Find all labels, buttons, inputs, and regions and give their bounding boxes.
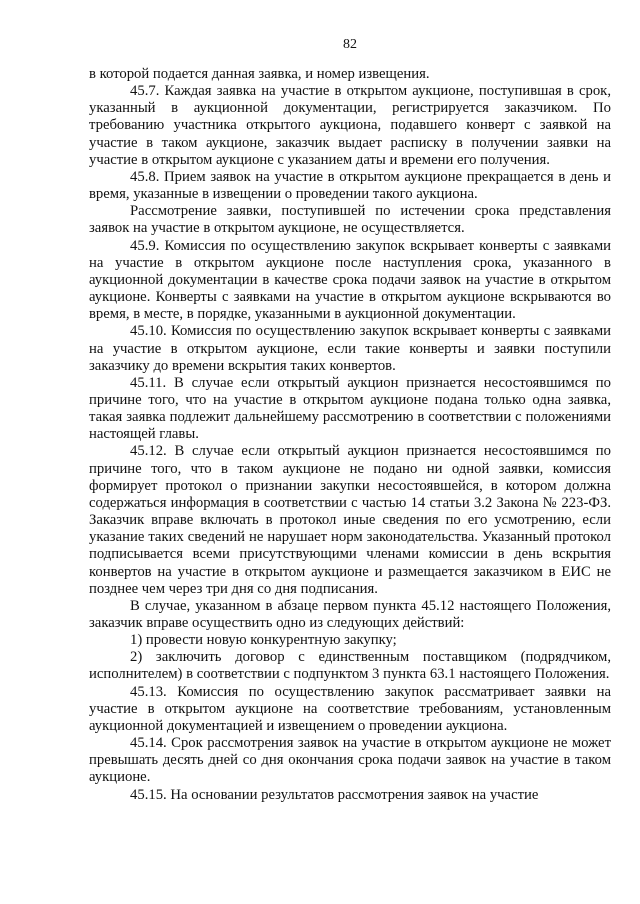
document-body — [89, 66, 611, 804]
paragraph: Рассмотрение заявки, поступившей по истечении срока представления заявок на участие в открытом аукционе, не осуществляется. — [89, 203, 611, 237]
paragraph: 45.7. Каждая заявка на участие в открытом аукционе, поступившая в срок, указанный в аукционной документации, регистрируется заказчиком. По требованию участника открытого аукциона, подавшего конверт с заявкой на участие в таком аукционе, заказчик выдает расписку в получении заявки на участие в открытом аукционе с указанием даты и времени его получения. — [89, 83, 611, 168]
paragraph: 45.15. На основании результатов рассмотрения заявок на участие — [130, 786, 539, 803]
paragraph: 45.12. В случае если открытый аукцион признается несостоявшимся по причине того, что в таком аукционе не подано ни одной заявки, комиссия формирует протокол о признании закупки несостоявшейся, в котором должна содержаться информация в соответствии с частью 14 статьи 3.2 Закона № 223-ФЗ. Заказчик вправе включать в протокол иные сведения по его усмотрению, если указание таких сведений не нарушает норм законодательства. Указанный протокол подписывается всеми присутствующими членами комиссии в день вскрытия конвертов на участие в открытом аукционе и размещается заказчиком в ЕИС не позднее чем через три дня со дня подписания. — [89, 443, 611, 597]
document-page — [89, 0, 611, 904]
paragraph: 45.9. Комиссия по осуществлению закупок вскрывает конверты с заявками на участие в открытом аукционе после наступления срока, указанного в аукционной документации в качестве срока подачи заявок на участие в открытом аукционе. Конверты с заявками на участие в открытом аукционе вскрываются во время, в месте, в порядке, указанными в аукционной документации. — [89, 237, 611, 323]
paragraph: 45.11. В случае если открытый аукцион признается несостоявшимся по причине того, что на участие в открытом аукционе подана только одна заявка, такая заявка подлежит дальнейшему рассмотрению в соответствии с положениями настоящей главы. — [89, 374, 611, 443]
paragraph: 45.8. Прием заявок на участие в открытом аукционе прекращается в день и время, указанные в извещении о проведении такого аукциона. — [89, 168, 611, 203]
paragraph: 45.13. Комиссия по осуществлению закупок рассматривает заявки на участие в открытом аукционе на соответствие требованиям, установленным аукционной документацией и извещением о проведении аукциона. — [89, 683, 611, 734]
paragraph: в которой подается данная заявка, и номер извещения. — [89, 66, 430, 82]
page-number: 82 — [343, 37, 357, 52]
paragraph: 45.14. Срок рассмотрения заявок на участие в открытом аукционе не может превышать десять дней со дня окончания срока подачи заявок на участие в таком аукционе. — [89, 735, 611, 786]
paragraph: 45.10. Комиссия по осуществлению закупок вскрывает конверты с заявками на участие в открытом аукционе, если такие конверты и заявки поступили заказчику до времени вскрытия таких конвертов. — [89, 323, 611, 374]
paragraph: 1) провести новую конкурентную закупку; — [130, 632, 397, 649]
paragraph: 2) заключить договор с единственным поставщиком (подрядчиком, исполнителем) в соответствии с подпунктом 3 пункта 63.1 настоящего Положения. — [89, 649, 611, 683]
paragraph: В случае, указанном в абзаце первом пункта 45.12 настоящего Положения, заказчик вправе осуществить одно из следующих действий: — [89, 597, 611, 631]
